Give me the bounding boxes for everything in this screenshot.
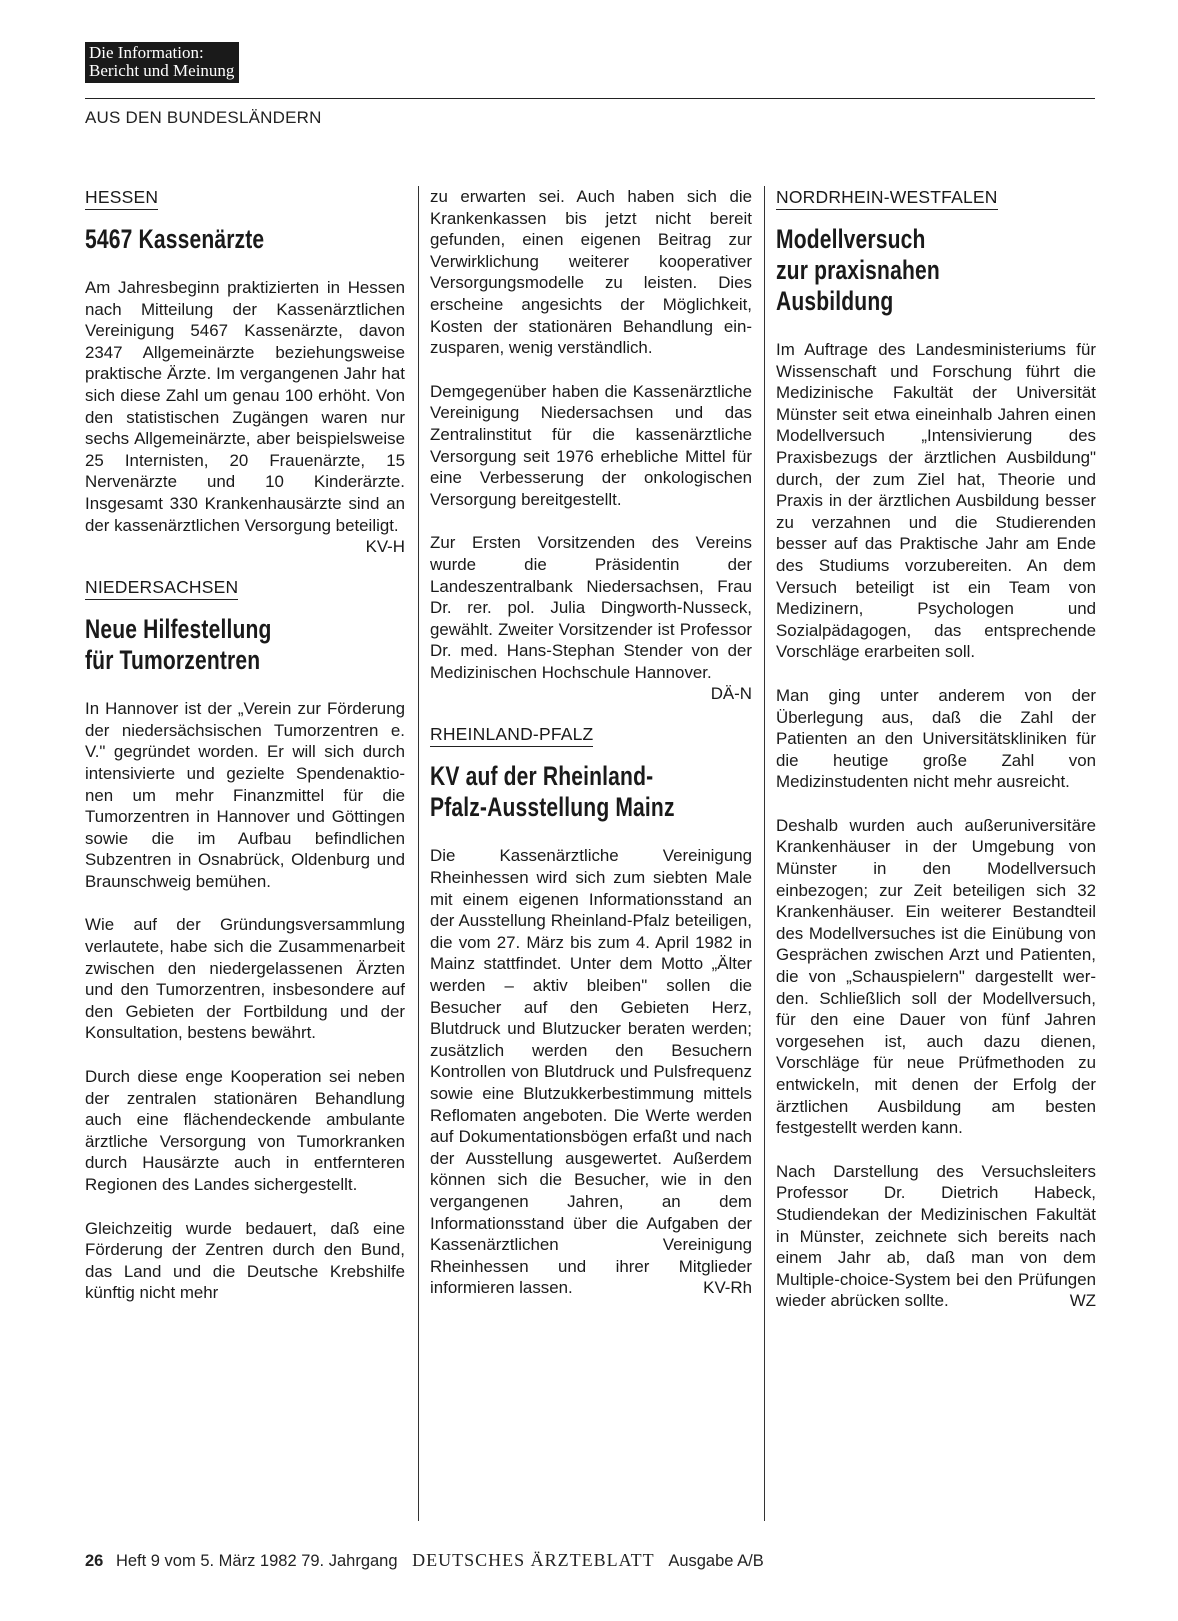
article-paragraph: In Hannover ist der „Verein zur Förderung der niedersächsischen Tumorzentren e. V." gegründet worden. Er will sich durch intensivierte und gezielte Spendenaktionen um mehr Finanzmittel für die Tumorzentren in Hannover und Göttingen sowie die im Aufbau befindlichen Subzentren in Osnabrück, Oldenburg und Braunschweig bemühen. [85, 699, 405, 891]
article-niedersachsen [85, 576, 405, 1304]
article-headline [776, 224, 1095, 317]
article-paragraph: Deshalb wurden auch außeruniversitäre Krankenhäuser in der Umgebung von Münster in den Modellversuch einbezogen; zur Zeit beteiligen sich 32 Krankenhäuser. Ein weiterer Bestandteil des Modellversuches ist die Einübung von Gesprächen zwischen Arzt und Patienten, die von „Schauspielern" dargestellt werden. Schließlich soll der Modellversuch, für den eine Dauer von fünf Jahren vorgesehen ist, auch dazu dienen, Vorschläge für neue Prüfmethoden zu entwickeln, mit denen der Erfolg der ärztlichen Ausbildung am besten festgestellt werden kann. [776, 815, 1096, 1138]
journal-name: DEUTSCHES ÄRZTEBLATT [412, 1550, 655, 1570]
column-divider [764, 186, 765, 1521]
article-paragraph: Durch diese enge Kooperation sei neben der zentralen stationären Behandlung auch eine flächendeckende ambulante ärztliche Versorgung von Tumorkranken durch Hausärzte auch in entfernteren Regionen des Landes sichergestellt. [85, 1067, 405, 1194]
author-signature: DÄ-N [710, 684, 752, 704]
paragraph-text: Zur Ersten Vorsitzenden des Vereins wurde die Präsidentin der Landeszentralbank Niedersachsen, Frau Dr. rer. pol. Julia Dingworth-Nusseck, gewählt. Zweiter Vorsitzender ist Professor Dr. med. Hans-Stephan Stender von der Medizinischen Hochschule Hannover. [430, 533, 752, 682]
paragraph-text: Die Kassenärztliche Vereinigung Rheinhessen wird sich zum siebten Male mit einem eigenen Informationsstand an der Ausstellung Rheinland-Pfalz beteiligen, die vom 27. März bis zum 4. April 1982 in Mainz stattfindet. Unter dem Motto „Älter werden – aktiv bleiben" sollen die Besucher auf den Gebieten Herz, Blutdruck und Blutzucker beraten werden; zusätzlich werden den Besuchern Kontrollen von Blutdruck und Pulsfrequenz sowie eine Blutzukkerbestimmung mittels Reflomaten angeboten. Die Werte werden auf Dokumentationsbögen erfaßt und nach der Ausstellung ausgewertet. Außerdem können sich die Besucher, wie in den vergangenen Jahren, an dem Informationsstand über die Aufgaben der Kassenärztlichen Vereinigung Rheinhessen und ihrer Mitglieder informieren lassen. [430, 846, 752, 1298]
article-paragraph: zu erwarten sei. Auch haben sich die Krankenkassen bis jetzt nicht bereit gefunden, einen eigenen Beitrag zur Verwirklichung weiterer kooperativer Versorgungsmodelle zu leisten. Dies erscheine angesichts der Möglichkeit, Kosten der stationären Behandlung einzusparen, wenig verständlich. [430, 187, 752, 358]
column-1 [85, 186, 405, 1326]
article-headline [430, 761, 751, 823]
rubric-line-2: Bericht und Meinung [89, 61, 235, 80]
headline-line: Neue Hilfestellung [85, 614, 272, 645]
page-number: 26 [85, 1552, 104, 1570]
rubric-label [85, 42, 239, 83]
paragraph-text: Am Jahresbeginn praktizierten in Hessen nach Mitteilung der Kassenärztlichen Vereinigung 5467 Kassenärzte, davon 2347 Allgemeinärzte beziehungsweise praktische Ärzte. Im vergangenen Jahr hat sich diese Zahl um genau 100 erhöht. Von den statistischen Zugängen waren nur sechs Allgemeinärzte, aber beispielsweise 25 Internisten, 20 Frauenärzte, 15 Nervenärzte und 10 Kinderärzte. Insgesamt 330 Krankenhausärzte sind an der kassenärztlichen Versorgung beteiligt. [85, 278, 405, 535]
article-paragraph [85, 277, 405, 557]
column-2 [430, 186, 752, 1321]
article-paragraph: Wie auf der Gründungsversammlung verlautete, habe sich die Zusammenarbeit zwischen den niedergelassenen Ärzten und den Tumorzentren, insbesondere auf den Gebieten der Fortbildung und der Konsultation, bestens bewährt. [85, 915, 405, 1043]
column-3 [776, 186, 1096, 1334]
column-divider [418, 186, 419, 1521]
headline-line: Ausbildung [776, 286, 894, 316]
section-title: AUS DEN BUNDESLÄNDERN [85, 108, 322, 127]
headline-line: zur praxisnahen [776, 255, 940, 285]
headline-line: Modellversuch [776, 224, 926, 254]
article-paragraph [430, 532, 752, 704]
article-paragraph: Gleichzeitig wurde bedauert, daß eine Förderung der Zentren durch den Bund, das Land und die Deutsche Krebshilfe künftig nicht mehr [85, 1218, 405, 1303]
author-signature: KV-Rh [703, 1278, 752, 1298]
page-footer [85, 1550, 764, 1571]
region-label: RHEINLAND-PFALZ [430, 723, 593, 747]
region-label: NORDRHEIN-WESTFALEN [776, 186, 998, 210]
headline-line: für Tumorzentren [85, 645, 261, 676]
rubric-line-1: Die Information: [89, 43, 204, 62]
headline-line: KV auf der Rheinland- [430, 761, 654, 792]
article-headline [85, 614, 404, 676]
article-paragraph: Demgegenüber haben die Kassenärztliche Vereinigung Niedersachsen und das Zentralinstitut für die kassenärztliche Versorgung seit 1976 erhebliche Mittel für eine Verbesserung der onkologischen Versorgung bereitgestellt. [430, 381, 752, 509]
issue-info: Heft 9 vom 5. März 1982 79. Jahrgang [115, 1552, 398, 1570]
article-paragraph [430, 845, 752, 1298]
article-nordrhein-westfalen [776, 186, 1096, 1312]
edition-info: Ausgabe A/B [668, 1552, 764, 1570]
article-paragraph: Im Auftrage des Landesministeriums für Wissenschaft und Forschung führt die Medizinische Fakultät der Universität Münster seit etwa eineinhalb Jahren einen Modellversuch „Intensivierung des Praxisbezugs der ärztlichen Ausbildung" durch, der zum Ziel hat, Theorie und Praxis in der ärztlichen Ausbildung besser zu verzahnen und die Studierenden besser auf das Praktische Jahr am Ende des Studiums vorzubereiten. An dem Versuch beteiligt ist ein Team von Medizinern, Psychologen und Sozialpädagogen, das entsprechende Vorschläge erarbeiten soll. [776, 340, 1096, 662]
article-rheinland-pfalz [430, 723, 752, 1298]
article-paragraph [776, 1161, 1096, 1312]
article-headline: 5467 Kassenärzte [85, 224, 265, 254]
region-label: HESSEN [85, 186, 158, 210]
author-signature: WZ [1069, 1291, 1096, 1311]
header-rule [85, 98, 1095, 99]
paragraph-text: Nach Darstellung des Versuchsleiters Professor Dr. Dietrich Habeck, Studiendekan der Medizinischen Fakultät in Münster, zeichnete sich bereits nach einem Jahr ab, daß man von dem Multiple-choice-System bei den Prüfungen wieder abrücken sollte. [776, 1161, 1096, 1311]
article-hessen [85, 186, 405, 557]
region-label: NIEDERSACHSEN [85, 576, 238, 600]
author-signature: KV-H [365, 537, 405, 557]
article-paragraph: Man ging unter anderem von der Überlegung aus, daß die Zahl der Patienten an den Universitätskliniken für die heutige große Zahl von Medizinstudenten nicht mehr ausreicht. [776, 685, 1096, 792]
headline-line: Pfalz-Ausstellung Mainz [430, 792, 675, 823]
